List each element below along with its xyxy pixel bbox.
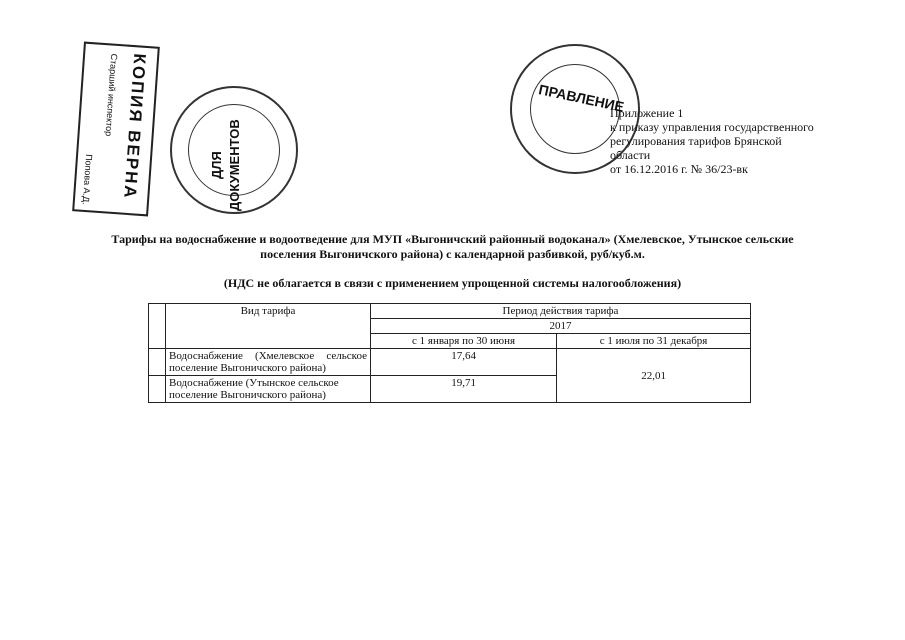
tariff-value-period-1: 17,64 [371,349,557,376]
period-2-header: с 1 июля по 31 декабря [557,334,751,349]
regulation-stamp-text: ПРАВЛЕНИЕ [537,81,626,115]
copy-true-stamp-text: КОПИЯ ВЕРНА [120,52,150,201]
appendix-line-4: области [610,148,651,162]
period-header: Период действия тарифа [371,304,751,319]
copy-name-text: Попова А.Д. [80,153,95,206]
document-title [40,232,865,262]
tariff-name-cell: Водоснабжение (Утынское сельское поселение Выгоничского района) [166,376,371,403]
appendix-line-5: от 16.12.2016 г. № 36/23-вк [610,162,748,176]
appendix-line-1: Приложение 1 [610,106,684,120]
tariff-kind-header: Вид тарифа [166,304,371,349]
table-row [149,349,751,376]
number-column-header [149,304,166,349]
copy-inspector-text: Старший инспектор [103,53,120,137]
documents-stamp [170,86,298,214]
tariff-table [148,303,751,403]
row-number-cell [149,349,166,376]
copy-true-stamp [72,42,160,217]
appendix-block [610,106,814,176]
title-line-1: Тарифы на водоснабжение и водоотведение для МУП «Выгоничский районный водоканал» (Хмелевское, Утынское сельские [111,232,794,246]
tariff-name-cell: Водоснабжение (Хмелевское сельское поселение Выгоничского района) [166,349,371,376]
period-1-header: с 1 января по 30 июня [371,334,557,349]
tariff-value-period-1: 19,71 [371,376,557,403]
tariff-value-period-2: 22,01 [557,349,751,403]
documents-stamp-text: ДЛЯ ДОКУМЕНТОВ [209,119,242,211]
table-header-row [149,304,751,319]
appendix-line-2: к приказу управления государственного [610,120,814,134]
appendix-line-3: регулирования тарифов Брянской [610,134,782,148]
year-header: 2017 [371,319,751,334]
vat-note: (НДС не облагается в связи с применением упрощенной системы налогообложения) [223,276,682,290]
title-line-2: поселения Выгоничского района) с календарной разбивкой, руб/куб.м. [260,247,645,261]
row-number-cell [149,376,166,403]
